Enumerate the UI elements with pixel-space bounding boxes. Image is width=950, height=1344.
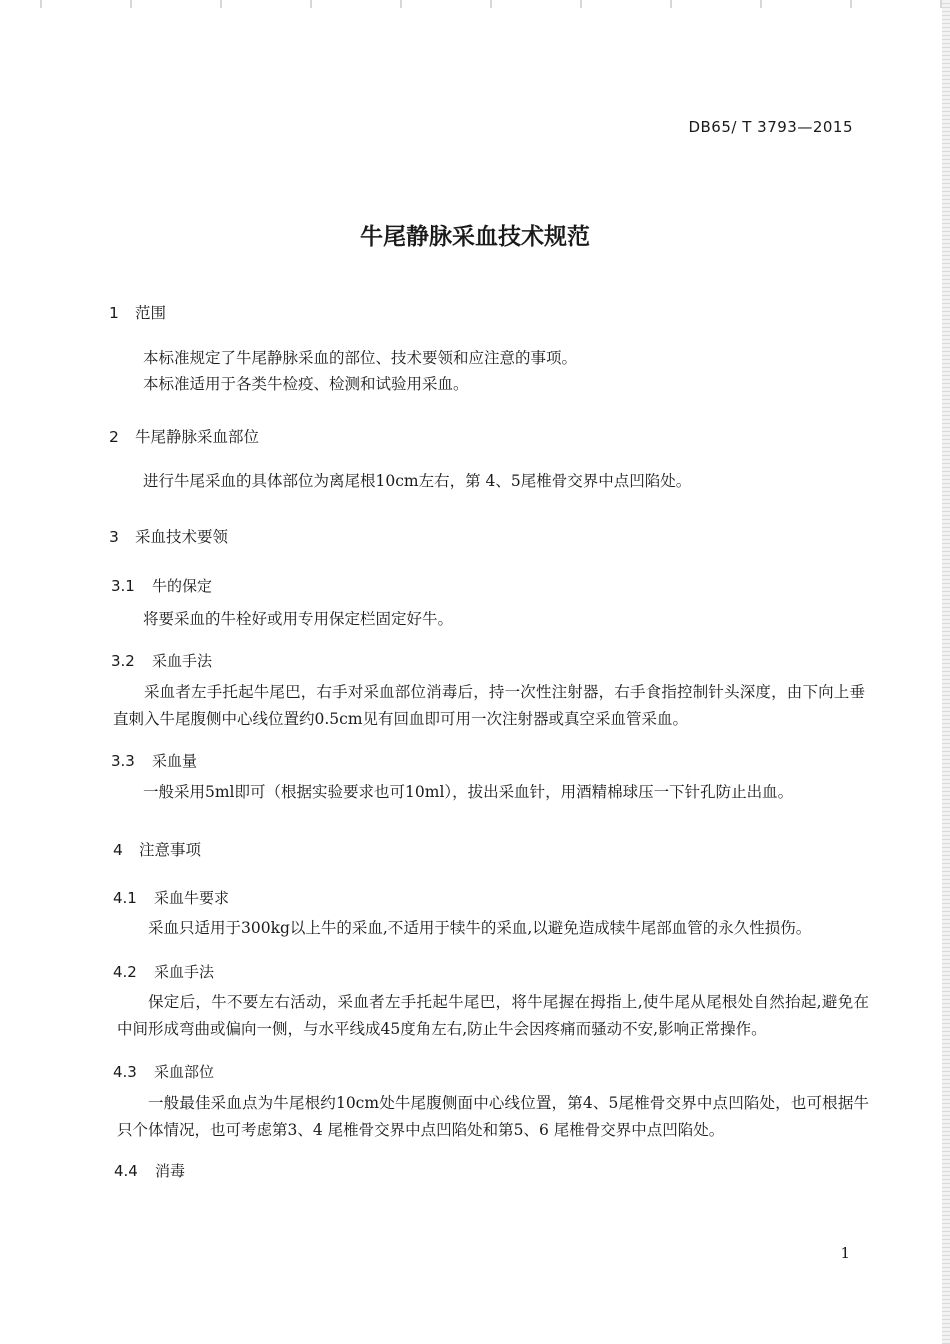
subsection-title: 采血牛要求 xyxy=(154,889,230,907)
subsection-4-4-heading xyxy=(114,1160,185,1181)
section-number: 2 xyxy=(109,428,119,446)
subsection-title: 牛的保定 xyxy=(152,577,213,595)
subsection-title: 消毒 xyxy=(155,1162,186,1180)
section-number: 4 xyxy=(113,841,123,859)
paragraph: 进行牛尾采血的具体部位为离尾根10cm左右，第 4、5尾椎骨交界中点凹陷处。 xyxy=(143,472,692,490)
subsection-title: 采血手法 xyxy=(154,963,215,981)
paragraph: 一般采用5ml即可（根据实验要求也可10ml），拔出采血针，用酒精棉球压一下针孔防止出血。 xyxy=(143,783,794,801)
subsection-number: 4.4 xyxy=(114,1162,138,1180)
subsection-3-3-heading xyxy=(111,750,197,771)
subsection-number: 4.3 xyxy=(113,1063,137,1081)
subsection-number: 4.2 xyxy=(113,963,137,981)
subsection-number: 4.1 xyxy=(113,889,137,907)
document-title: 牛尾静脉采血技术规范 xyxy=(360,224,590,250)
paragraph: 将要采血的牛栓好或用专用保定栏固定好牛。 xyxy=(143,610,454,628)
subsection-title: 采血手法 xyxy=(152,652,213,670)
paragraph: 一般最佳采血点为牛尾根约10cm处牛尾腹侧面中心线位置，第4、5尾椎骨交界中点凹陷处，也可根据牛只个体情况，也可考虑第3、4 尾椎骨交界中点凹陷处和第5、6 尾椎骨交界中点凹陷处。 xyxy=(117,1094,869,1139)
subsection-number: 3.1 xyxy=(111,577,135,595)
paragraph: 本标准规定了牛尾静脉采血的部位、技术要领和应注意的事项。 xyxy=(143,349,578,367)
section-2-heading xyxy=(109,425,259,447)
document-code: DB65/ T 3793—2015 xyxy=(688,118,853,136)
subsection-3-1-heading xyxy=(111,575,212,596)
subsection-4-2-heading xyxy=(113,961,214,982)
subsection-4-3-heading xyxy=(113,1061,214,1082)
section-number: 1 xyxy=(109,304,119,322)
scan-edge-top xyxy=(0,0,950,8)
section-number: 3 xyxy=(109,528,119,546)
subsection-number: 3.3 xyxy=(111,752,135,770)
section-title: 范围 xyxy=(135,304,167,322)
scan-edge-right xyxy=(942,0,950,1344)
page-number: 1 xyxy=(840,1244,850,1262)
section-title: 注意事项 xyxy=(139,841,202,859)
subsection-number: 3.2 xyxy=(111,652,135,670)
paragraph: 本标准适用于各类牛检疫、检测和试验用采血。 xyxy=(143,375,469,393)
subsection-4-1-heading xyxy=(113,887,229,908)
section-title: 牛尾静脉采血部位 xyxy=(135,428,260,446)
paragraph: 保定后，牛不要左右活动，采血者左手托起牛尾巴，将牛尾握在拇指上,使牛尾从尾根处自然抬起,避免在中间形成弯曲或偏向一侧，与水平线成45度角左右,防止牛会因疼痛而骚动不安,影响正常操作。 xyxy=(117,993,869,1038)
section-4-heading xyxy=(113,838,201,860)
paragraph: 采血只适用于300kg以上牛的采血,不适用于犊牛的采血,以避免造成犊牛尾部血管的永久性损伤。 xyxy=(148,919,812,937)
section-title: 采血技术要领 xyxy=(135,528,229,546)
section-1-heading xyxy=(109,301,166,323)
subsection-title: 采血量 xyxy=(152,752,198,770)
section-3-heading xyxy=(109,525,228,547)
subsection-title: 采血部位 xyxy=(154,1063,215,1081)
paragraph: 采血者左手托起牛尾巴，右手对采血部位消毒后，持一次性注射器，右手食指控制针头深度，由下向上垂直刺入牛尾腹侧中心线位置约0.5cm见有回血即可用一次注射器或真空采血管采血。 xyxy=(113,683,865,728)
subsection-3-2-heading xyxy=(111,650,212,671)
